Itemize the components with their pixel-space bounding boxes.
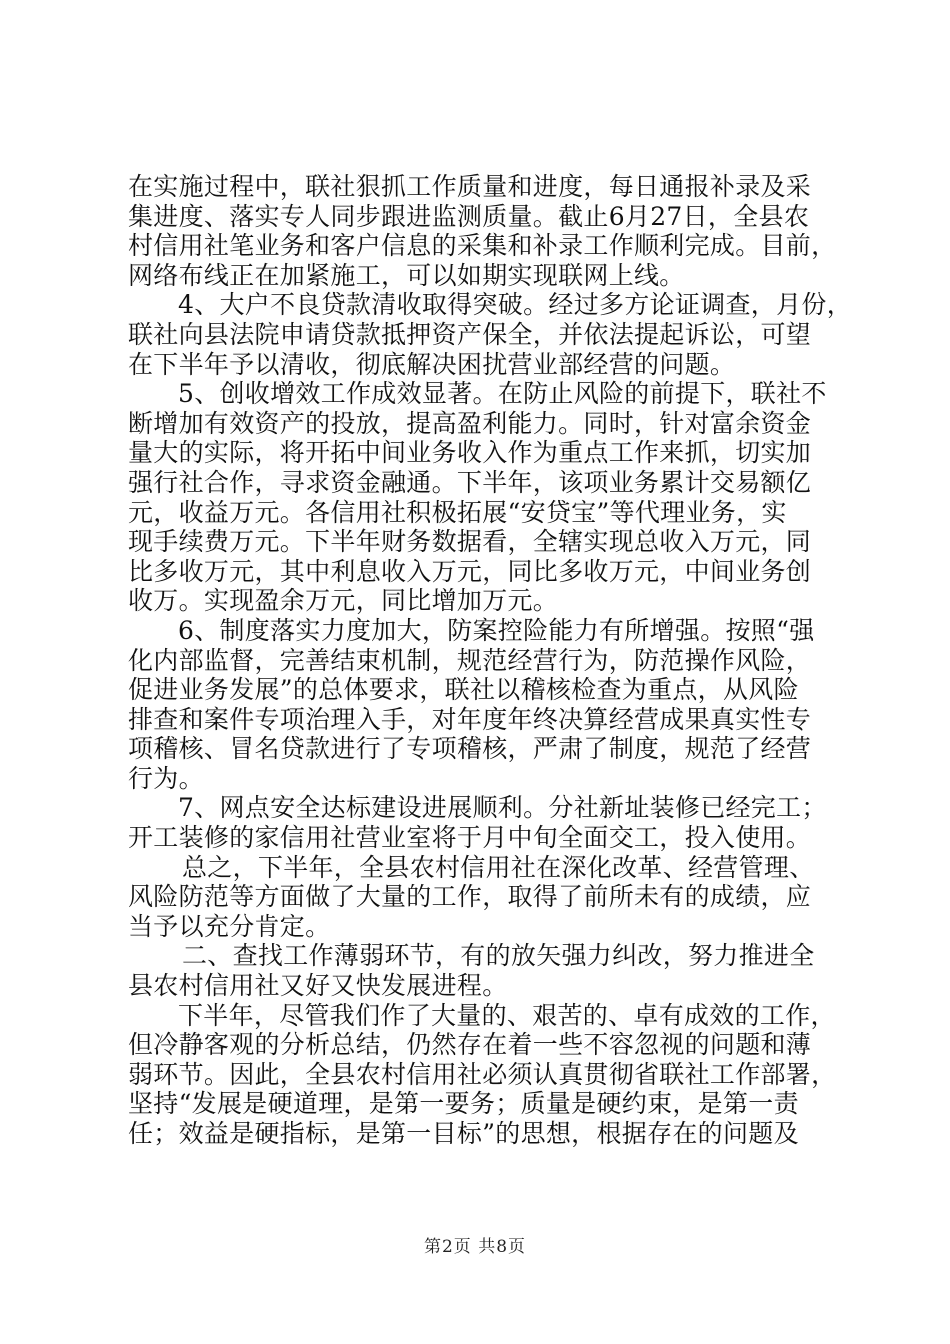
paragraph-start-line: 6、制度落实力度加大，防案控险能力有所增强。按照“强 [178, 615, 815, 645]
paragraph-start-line: 下半年，尽管我们作了大量的、艰苦的、卓有成效的工作， [178, 1000, 836, 1030]
text-line: 在实施过程中，联社狠抓工作质量和进度，每日通报补录及采 [128, 172, 812, 201]
text-line: 断增加有效资产的投放，提高盈利能力。同时，针对富余资金 [128, 408, 812, 438]
text-line: 强行社合作，寻求资金融通。下半年，该项业务累计交易额亿 [128, 467, 812, 497]
text-line: 风险防范等方面做了大量的工作，取得了前所未有的成绩，应 [128, 882, 812, 912]
text-line: 收万。实现盈余万元，同比增加万元。 [128, 586, 559, 616]
text-line: 行为。 [128, 763, 204, 793]
text-line: 集进度、落实专人同步跟进监测质量。截止6月27日，全县农 [128, 201, 810, 231]
text-line: 排查和案件专项治理入手，对年度年终决算经营成果真实性专 [128, 704, 812, 734]
text-line: 项稽核、冒名贷款进行了专项稽核，严肃了制度，规范了经营 [128, 734, 812, 764]
text-line: 任；效益是硬指标，是第一目标”的思想，根据存在的问题及 [128, 1119, 799, 1148]
page-number-footer: 第2页 共8页 [423, 1237, 527, 1257]
section-heading-line: 县农村信用社又好又快发展进程。 [128, 971, 508, 1001]
text-line: 村信用社笔业务和客户信息的采集和补录工作顺利完成。目前， [128, 231, 837, 261]
text-line: 联社向县法院申请贷款抵押资产保全，并依法提起诉讼，可望 [128, 319, 812, 349]
paragraph-start-line: 4、大户不良贷款清收取得突破。经过多方论证调查，月份， [178, 290, 853, 320]
text-line: 化内部监督，完善结束机制，规范经营行为，防范操作风险， [128, 645, 812, 675]
text-line: 开工装修的家信用社营业室将于月中旬全面交工，投入使用。 [128, 823, 812, 853]
section-heading-line: 二、查找工作薄弱环节，有的放矢强力纠改，努力推进全 [182, 941, 815, 971]
text-line: 元，收益万元。各信用社积极拓展“安贷宝”等代理业务，实 [128, 497, 787, 527]
text-line: 弱环节。因此，全县农村信用社必须认真贯彻省联社工作部署， [128, 1059, 837, 1089]
paragraph-start-line: 7、网点安全达标建设进展顺利。分社新址装修已经完工； [178, 793, 827, 823]
paragraph-start-line: 总之，下半年，全县农村信用社在深化改革、经营管理、 [182, 852, 815, 882]
text-line: 促进业务发展”的总体要求，联社以稽核检查为重点，从风险 [128, 675, 799, 705]
text-line: 现手续费万元。下半年财务数据看，全辖实现总收入万元，同 [128, 527, 812, 557]
text-line: 坚持“发展是硬道理，是第一要务；质量是硬约束，是第一责 [128, 1089, 799, 1119]
paragraph-start-line: 5、创收增效工作成效显著。在防止风险的前提下，联社不 [178, 379, 827, 409]
text-line: 网络布线正在加紧施工，可以如期实现联网上线。 [128, 260, 685, 290]
document-body [128, 172, 853, 1149]
text-line: 量大的实际，将开拓中间业务收入作为重点工作来抓，切实加 [128, 438, 812, 468]
text-line: 比多收万元，其中利息收入万元，同比多收万元，中间业务创 [128, 556, 812, 586]
text-line: 但冷静客观的分析总结，仍然存在着一些不容忽视的问题和薄 [128, 1030, 812, 1060]
text-line: 在下半年予以清收，彻底解决困扰营业部经营的问题。 [128, 349, 736, 379]
text-line: 当予以充分肯定。 [128, 911, 331, 941]
